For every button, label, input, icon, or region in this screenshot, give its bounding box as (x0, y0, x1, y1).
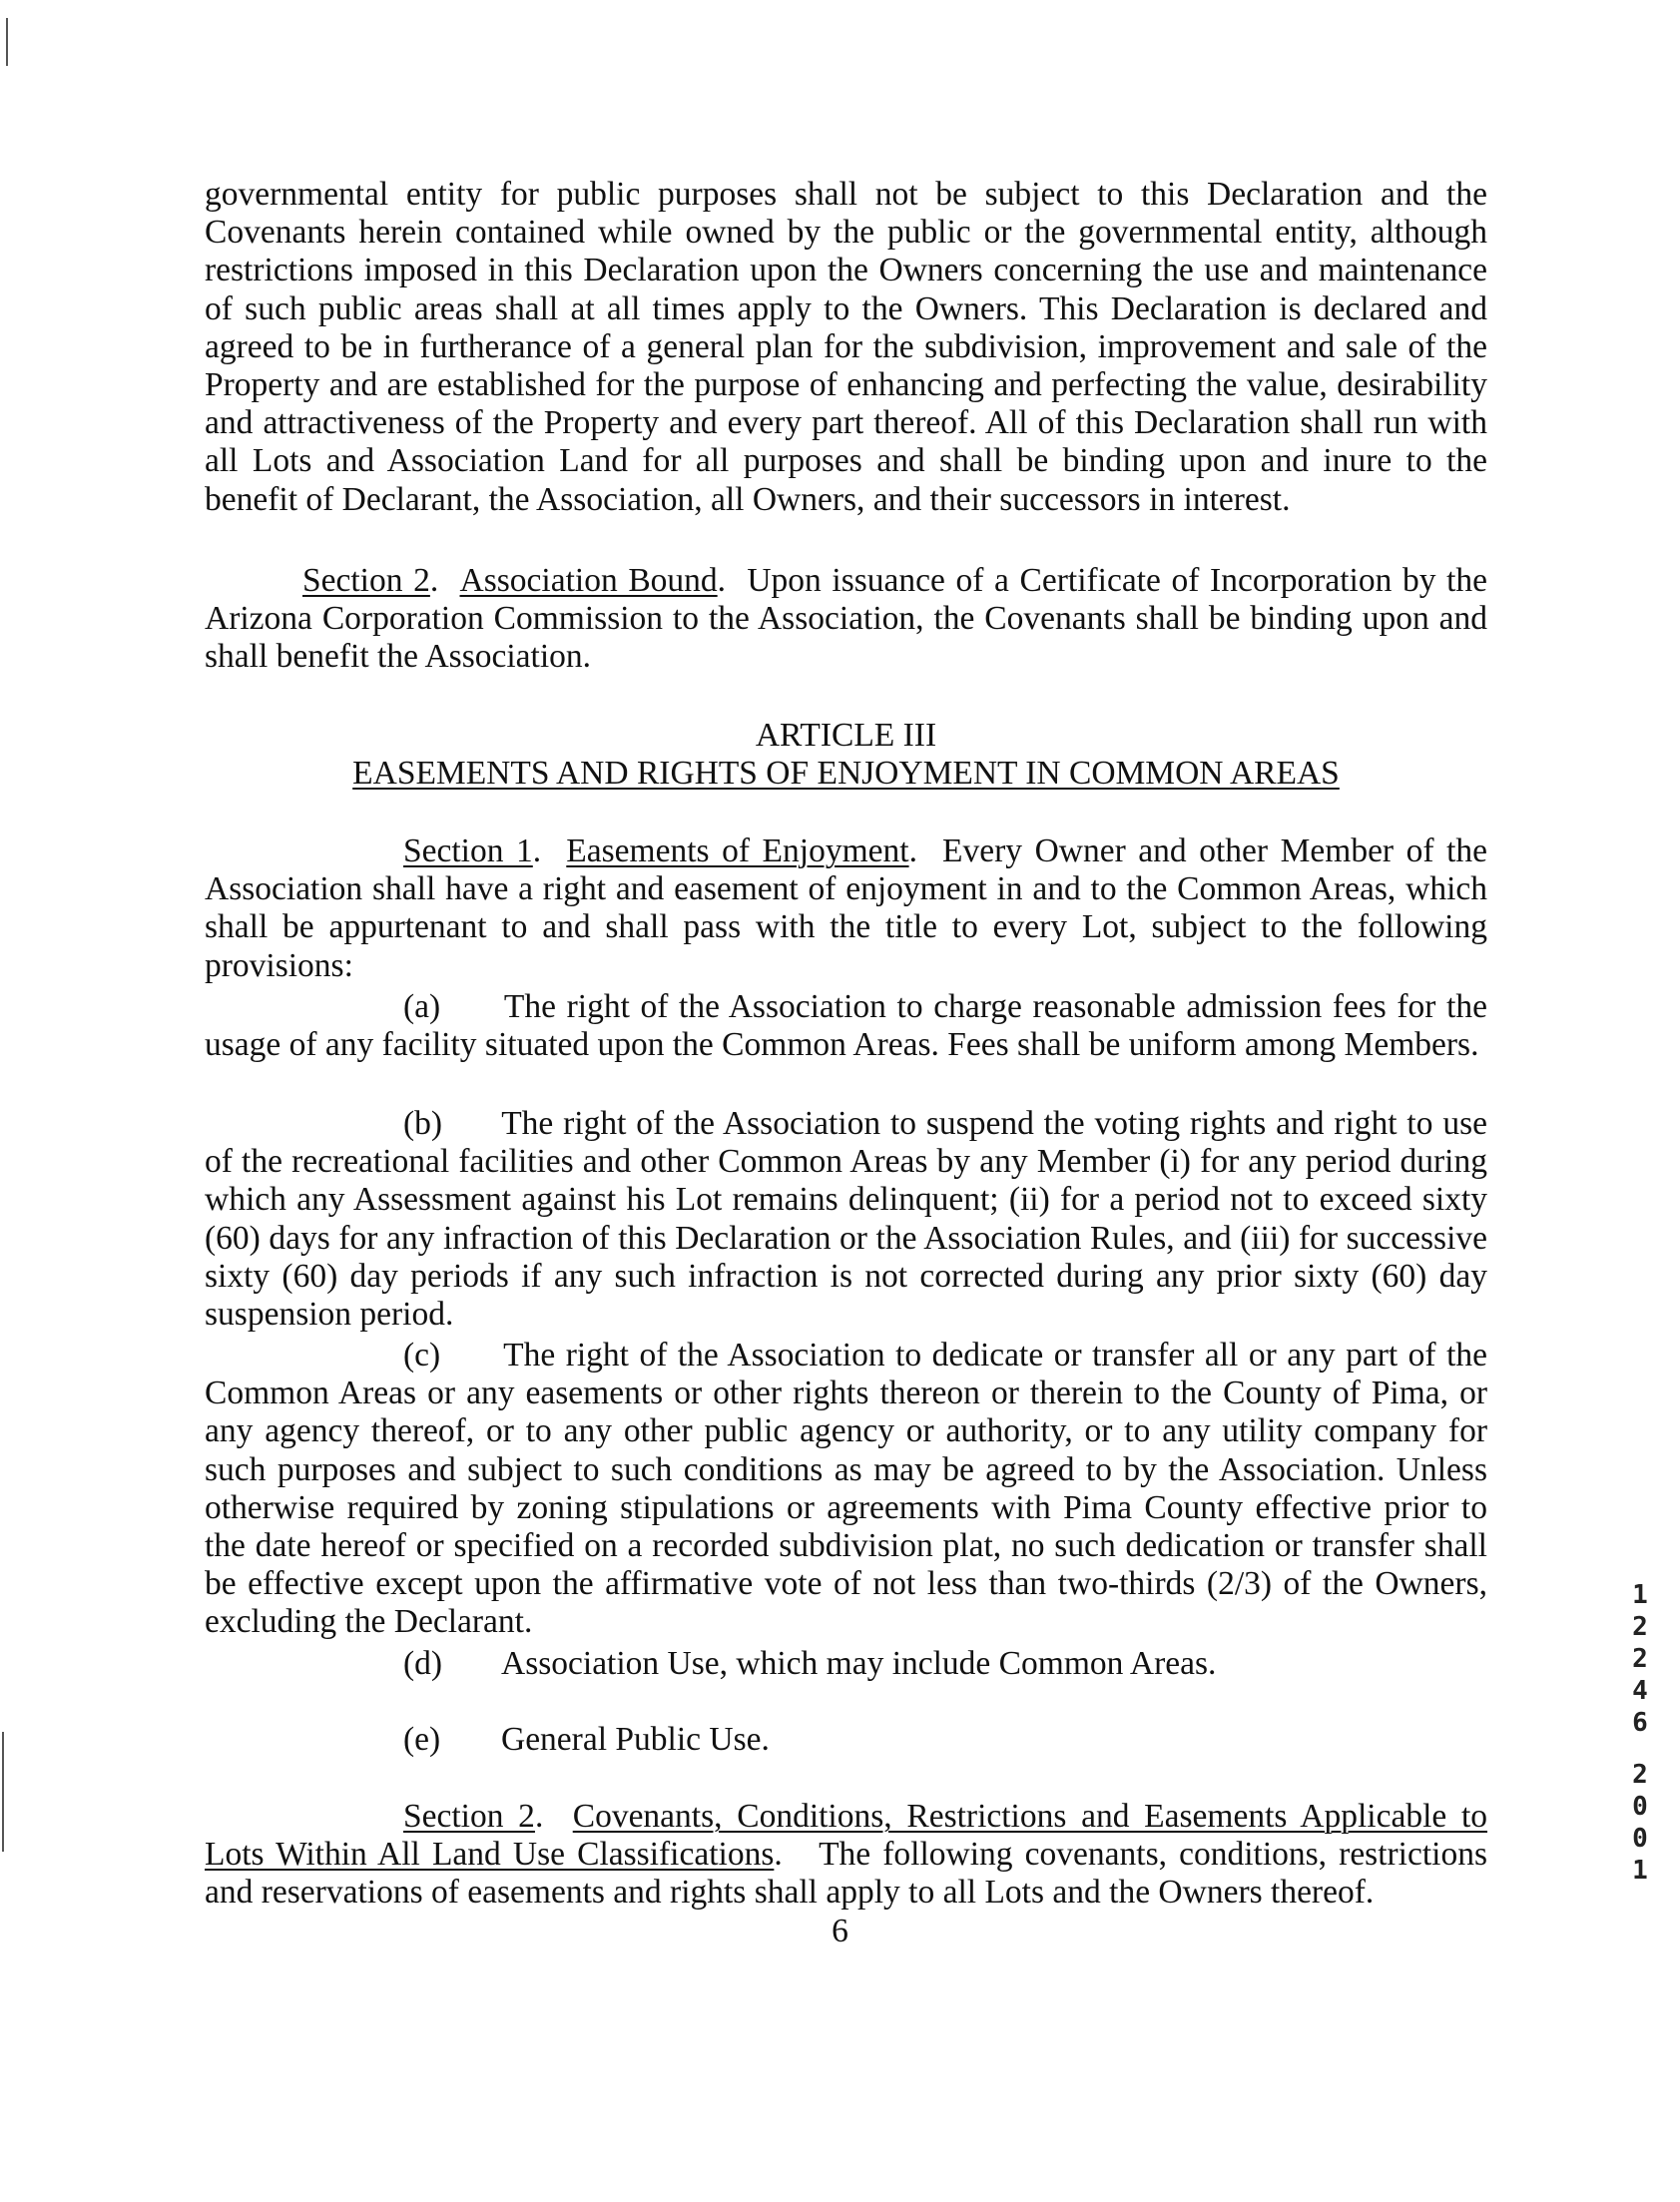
section-title: Easements of Enjoyment (566, 832, 909, 869)
provision-a (205, 988, 1487, 1064)
provision-c-block (205, 1337, 1487, 1642)
provision-text: The right of the Association to dedicate or transfer all or any part of the Common Areas or any easements or other rights thereon or therein to the County of Pima, or any agency thereof, or to any other public agency or authority, or to any utility company for such purposes and subject to such conditions as may be agreed to by the Association. Unless otherwise required by zoning stipulations or agreements with Pima County effective prior to the date hereof or specified on a recorded subdivision plat, no such dedication or transfer shall be effective except upon the affirmative vote of not less than two-thirds (2/3) of the Owners, excluding the Declarant. (205, 1337, 1487, 1641)
section-title: Association Bound (459, 562, 718, 599)
stamp-digit: 2 (1632, 1612, 1648, 1642)
provision-b-block (205, 1105, 1487, 1334)
article-heading-block (205, 717, 1487, 793)
provision-label: (c) (403, 1337, 441, 1374)
stamp-digit: 4 (1632, 1676, 1648, 1706)
page-number: 6 (832, 1913, 848, 1949)
provision-label: (d) (403, 1645, 443, 1682)
provision-text: Association Use, which may include Common Areas. (501, 1645, 1217, 1682)
section1-block (205, 832, 1487, 985)
section-number: Section 1 (403, 832, 533, 869)
provision-a-block (205, 988, 1487, 1064)
intro-block (205, 176, 1487, 519)
section-text: Every Owner and other Member of the Association shall have a right and easement of enjoyment in and to the Common Areas, which shall be appurtenant to and shall pass with the title to every Lot, subject to the following provisions: (205, 832, 1488, 984)
article-subheading: EASEMENTS AND RIGHTS OF ENJOYMENT IN COMMON AREAS (352, 755, 1340, 793)
provision-label: (a) (403, 988, 441, 1025)
stamp-digit: 0 (1632, 1792, 1648, 1822)
provision-b (205, 1105, 1487, 1334)
section2-association-bound: Section 2. Association Bound. Upon issuance of a Certificate of Incorporation by the Arizona Corporation Commission to the Association, the Covenants shall be binding upon and shall benefit the Association. (205, 562, 1488, 676)
intro-paragraph: governmental entity for public purposes shall not be subject to this Declaration and the Covenants herein contained while owned by the public or the governmental entity, although restrictions imposed in this Declaration upon the Owners concerning the use and maintenance of such public areas shall at all times apply to the Owners. This Declaration is declared and agreed to be in furtherance of a general plan for the subdivision, improvement and sale of the Property and are established for the purpose of enhancing and perfecting the value, desirability and attractiveness of the Property and every part thereof. All of this Declaration shall run with all Lots and Association Land for all purposes and shall be binding upon and inure to the benefit of Declarant, the Association, all Owners, and their successors in interest. (205, 176, 1487, 518)
provision-label: (e) (403, 1721, 441, 1758)
section-text: Upon issuance of a Certificate of Incorporation by the Arizona Corporation Commission to the Association, the Covenants shall be binding upon and shall benefit the Association. (205, 562, 1488, 676)
provision-c (205, 1337, 1487, 1642)
scan-mark (2, 1732, 4, 1852)
article-heading: ARTICLE III (755, 717, 937, 754)
section-text: The following covenants, conditions, restrictions and reservations of easements and rights shall apply to all Lots and the Owners thereof. (205, 1836, 1488, 1912)
section-title: Covenants, Conditions, Restrictions and Easements Applicable to Lots Within All Land Use Classifications (205, 1798, 1488, 1874)
section1-easements: Section 1. Easements of Enjoyment. Every Owner and other Member of the Association shall have a right and easement of enjoyment in and to the Common Areas, which shall be appurtenant to and shall pass with the title to every Lot, subject to the following provisions: (205, 832, 1488, 984)
section-number: Section 2 (302, 562, 430, 599)
provision-label: (b) (403, 1105, 443, 1142)
scan-mark (6, 18, 8, 66)
provision-text: The right of the Association to suspend the voting rights and right to use of the recreational facilities and other Common Areas by any Member (i) for any period during which any Assessment against his Lot remains delinquent; (ii) for a period not to exceed sixty (60) days for any infraction of this Declaration or the Association Rules, and (iii) for successive sixty (60) day periods if any such infraction is not corrected during any prior sixty (60) day suspension period. (205, 1105, 1487, 1334)
stamp-digit: 2 (1632, 1644, 1648, 1674)
provision-text: General Public Use. (501, 1721, 770, 1758)
section2-block (205, 1798, 1487, 1913)
provision-d (403, 1645, 1216, 1683)
stamp-digit: 1 (1632, 1856, 1648, 1886)
section-number: Section 2 (403, 1798, 535, 1835)
stamp-digit: 0 (1632, 1824, 1648, 1854)
stamp-digit: 6 (1632, 1708, 1648, 1738)
stamp-digit: 1 (1632, 1580, 1648, 1610)
section2-covenants: Section 2. Covenants, Conditions, Restrictions and Easements Applicable to Lots Within All Land Use Classifications. The following covenants, conditions, restrictions and reservations of easements and rights shall apply to all Lots and the Owners thereof. (205, 1798, 1488, 1912)
section2-assoc-block (205, 562, 1487, 677)
recording-stamp (1625, 1579, 1655, 1887)
provision-text: The right of the Association to charge reasonable admission fees for the usage of any facility situated upon the Common Areas. Fees shall be uniform among Members. (205, 988, 1487, 1064)
provision-e (403, 1721, 770, 1759)
stamp-digit: 2 (1632, 1760, 1648, 1790)
